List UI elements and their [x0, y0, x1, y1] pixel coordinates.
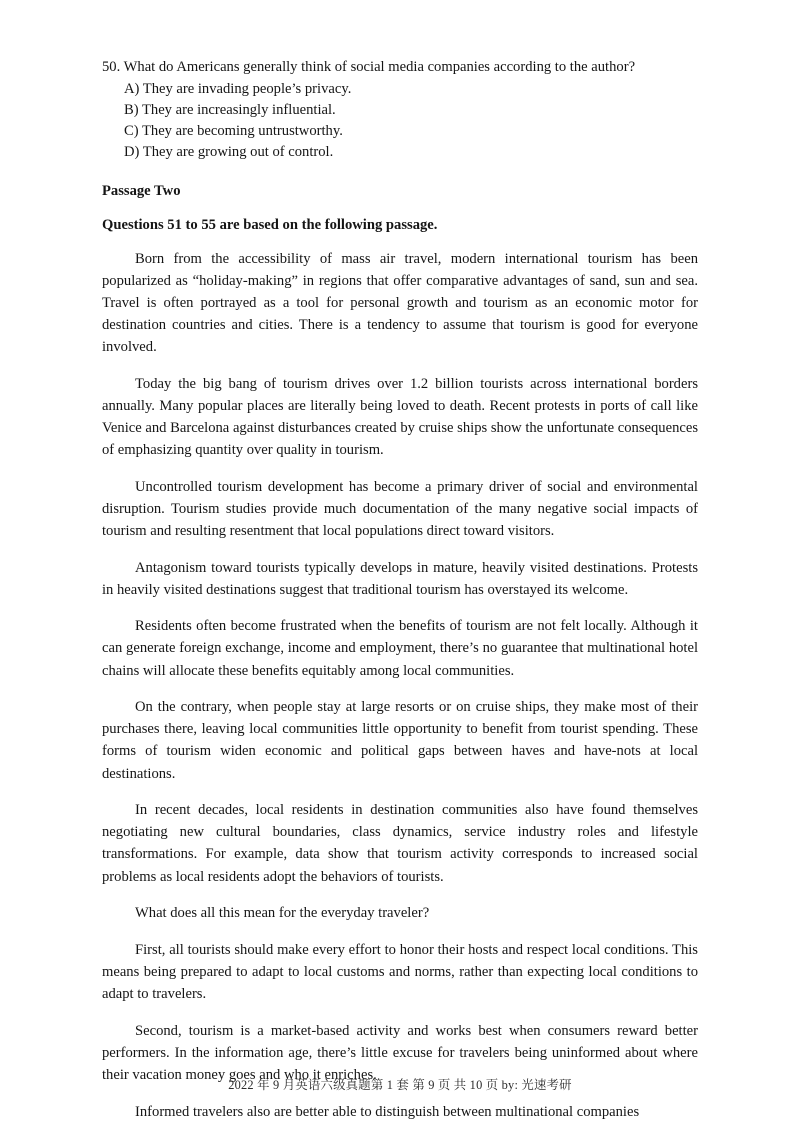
passage-paragraph-9: First, all tourists should make every effort to honor their hosts and respect local conditions. This means being prepared to adapt to local customs and norms, rather than expecting local conditions to adapt to travelers. — [102, 941, 698, 1003]
option-a[interactable]: A) They are invading people’s privacy. — [124, 80, 352, 97]
passage-label: Passage Two — [102, 182, 181, 199]
answer-options — [102, 79, 698, 164]
question-stem: 50. What do Americans generally think of social media companies according to the author? — [102, 59, 636, 75]
passage-paragraph-7: In recent decades, local residents in destination communities also have found themselves negotiating new cultural boundaries, class dynamics, service industry roles and lifestyle transformations. For example, data show that tourism activity corresponds to increased social problems as local residents adopt the behaviors of tourists. — [102, 802, 698, 885]
passage-paragraph-4: Antagonism toward tourists typically develops in mature, heavily visited destinations. Protests in heavily visited destinations suggest that traditional tourism has overstayed its welcome. — [102, 559, 698, 598]
passage-paragraph-6: On the contrary, when people stay at large resorts or on cruise ships, they make most of their purchases there, leaving local communities little opportunity to benefit from tourist spending. These forms of tourism widen economic and political gaps between haves and have-nots at local destinations. — [102, 699, 698, 782]
passage-paragraph-3: Uncontrolled tourism development has become a primary driver of social and environmental disruption. Tourism studies provide much documentation of the many negative social impacts of tourism and resulting resentment that local populations direct toward visitors. — [102, 478, 698, 539]
question-50 — [102, 57, 698, 164]
passage-paragraph-5: Residents often become frustrated when the benefits of tourism are not felt locally. Although it can generate foreign exchange, income and employment, there’s no guarantee that multinational hotel chains will allocate these benefits equitably among local communities. — [102, 618, 698, 679]
passage-paragraph-11: Informed travelers also are better able to distinguish between multinational companies — [135, 1103, 640, 1120]
passage-paragraph-8: What does all this mean for the everyday traveler? — [135, 905, 430, 922]
option-d[interactable]: D) They are growing out of control. — [124, 144, 334, 161]
passage-paragraph-1: Born from the accessibility of mass air travel, modern international tourism has been popularized as “holiday-making” in regions that offer comparative advantages of sand, sun and sea. Travel is often portrayed as a tool for personal growth and tourism as an economic motor for destination countries and cities. There is a tendency to assume that tourism is good for everyone involved. — [102, 250, 698, 356]
page-content — [102, 57, 698, 1132]
passage-paragraph-10: Second, tourism is a market-based activity and works best when consumers reward better performers. In the information age, there’s little excuse for travelers being uninformed about where their vacation money goes and who it enriches. — [102, 1022, 698, 1083]
passage-instruction: Questions 51 to 55 are based on the following passage. — [102, 216, 438, 233]
page-footer: 2022 年 9 月英语六级真题第 1 套 第 9 页 共 10 页 by: 光速考研 — [228, 1078, 572, 1092]
option-b[interactable]: B) They are increasingly influential. — [124, 101, 336, 118]
option-c[interactable]: C) They are becoming untrustworthy. — [124, 123, 343, 140]
passage-paragraph-2: Today the big bang of tourism drives over 1.2 billion tourists across international borders annually. Many popular places are literally being loved to death. Recent protests in ports of call like Venice and Barcelona against disturbances created by cruise ships show the unfortunate consequences of emphasizing quantity over quality in tourism. — [102, 375, 698, 459]
